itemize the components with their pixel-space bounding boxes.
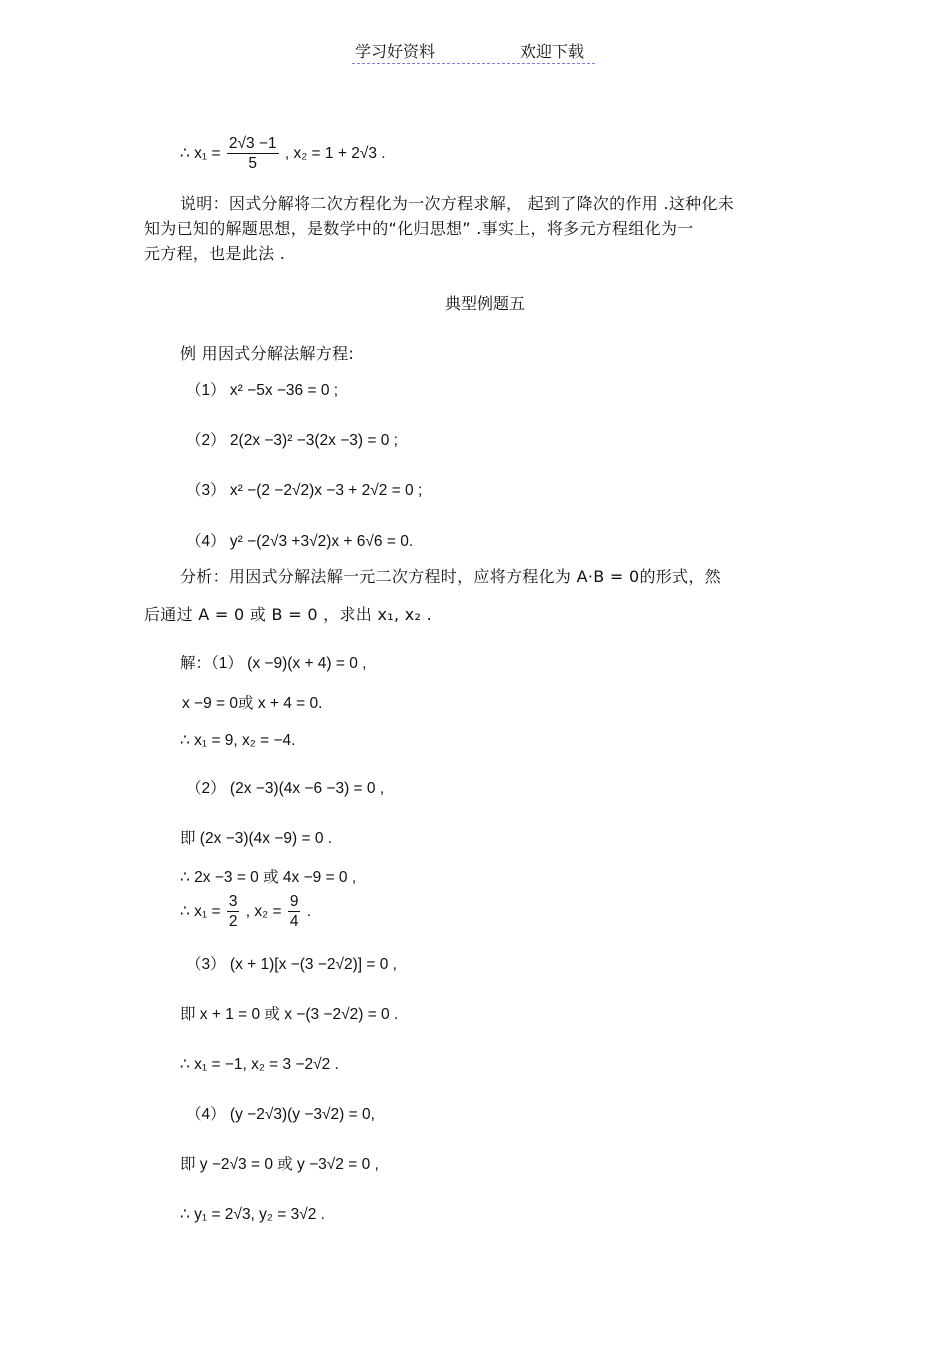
- solution-2-result-prefix: ∴ x₁ =: [180, 902, 221, 920]
- fraction-numerator: 3: [227, 892, 240, 912]
- solution-2-fraction-1: [227, 892, 240, 932]
- header-right-text: 欢迎下载: [520, 42, 585, 61]
- top-solution-line: [180, 134, 386, 174]
- solution-4-factor: （4） (y −2√3)(y −3√2) = 0,: [186, 1106, 375, 1123]
- note-line-3: 元方程，也是此法 .: [144, 244, 286, 263]
- solution-4-split: 即 y −2√3 = 0 或 y −3√2 = 0 ,: [180, 1156, 379, 1173]
- solution-2-simplified: 即 (2x −3)(4x −9) = 0 .: [180, 830, 333, 847]
- fraction-denominator: 4: [289, 913, 299, 931]
- top-solution-suffix: , x₂ = 1 + 2√3 .: [284, 144, 386, 162]
- header-dashed-rule: [352, 63, 595, 64]
- analysis-line-1: 分析：用因式分解法解一元二次方程时，应将方程化为 A·B = 0的形式，然: [180, 567, 721, 586]
- note-line-2: 知为已知的解题思想，是数学中的“化归思想” .事实上，将多元方程组化为一: [144, 219, 694, 238]
- fraction-denominator: 2: [228, 913, 238, 931]
- fraction-numerator: 2√3 −1: [227, 134, 279, 154]
- solution-2-fraction-2: [288, 892, 301, 932]
- solution-1-factor: 解：（1） (x −9)(x + 4) = 0 ,: [180, 655, 367, 672]
- top-solution-fraction: [227, 134, 279, 174]
- solution-3-split: 即 x + 1 = 0 或 x −(3 −2√2) = 0 .: [180, 1006, 399, 1023]
- example-item-3: （3） x² −(2 −2√2)x −3 + 2√2 = 0 ;: [186, 482, 423, 499]
- solution-1-result: ∴ x₁ = 9, x₂ = −4.: [180, 732, 296, 749]
- example-item-4: （4） y² −(2√3 +3√2)x + 6√6 = 0.: [186, 533, 414, 550]
- solution-2-factor: （2） (2x −3)(4x −6 −3) = 0 ,: [186, 780, 385, 797]
- analysis-line-2: 后通过 A = 0 或 B = 0 ，求出 x₁, x₂ .: [144, 605, 432, 624]
- example-intro: 例 用因式分解法解方程:: [180, 344, 355, 363]
- solution-4-result: ∴ y₁ = 2√3, y₂ = 3√2 .: [180, 1206, 325, 1223]
- example-item-1: （1） x² −5x −36 = 0 ;: [186, 382, 339, 399]
- solution-1-split: x −9 = 0或 x + 4 = 0.: [182, 695, 323, 712]
- solution-3-factor: （3） (x + 1)[x −(3 −2√2)] = 0 ,: [186, 956, 397, 973]
- section-title: 典型例题五: [445, 294, 526, 313]
- fraction-denominator: 5: [248, 155, 257, 173]
- solution-2-result: [180, 892, 311, 932]
- solution-3-result: ∴ x₁ = −1, x₂ = 3 −2√2 .: [180, 1056, 339, 1073]
- solution-2-result-end: .: [306, 902, 312, 920]
- fraction-numerator: 9: [288, 892, 301, 912]
- solution-2-result-mid: , x₂ =: [245, 902, 282, 920]
- example-item-2: （2） 2(2x −3)² −3(2x −3) = 0 ;: [186, 432, 398, 449]
- solution-2-split: ∴ 2x −3 = 0 或 4x −9 = 0 ,: [180, 869, 357, 886]
- header-left-text: 学习好资料: [355, 42, 436, 61]
- top-solution-prefix: ∴ x₁ =: [180, 144, 221, 162]
- note-line-1: 说明：因式分解将二次方程化为一次方程求解， 起到了降次的作用 .这种化未: [180, 194, 735, 213]
